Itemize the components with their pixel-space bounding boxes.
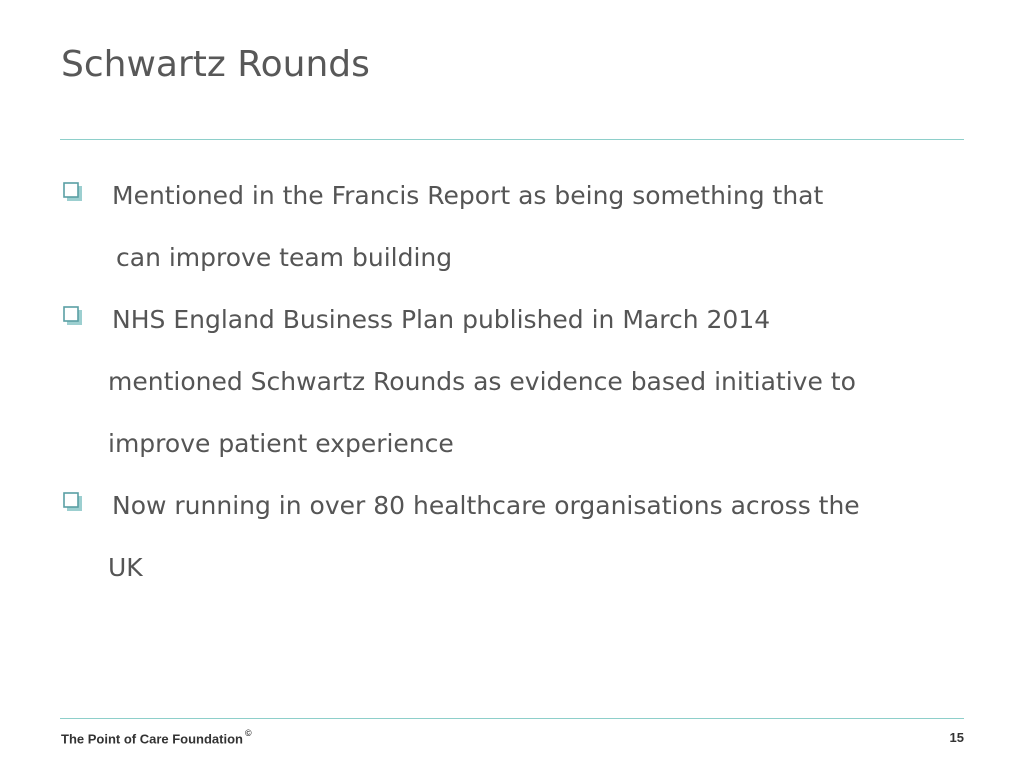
- list-item: [60, 165, 960, 289]
- bullet-text: [108, 289, 960, 475]
- slide-title: Schwartz Rounds: [61, 44, 370, 85]
- footer-divider: [60, 718, 964, 719]
- bullet-text: [108, 475, 960, 599]
- bullet-line: Mentioned in the Francis Report as being something that: [112, 181, 824, 210]
- square-checkbox-icon: [63, 492, 83, 512]
- title-divider: [60, 139, 964, 140]
- list-item: [60, 475, 960, 599]
- square-checkbox-icon: [63, 182, 83, 202]
- footer-organisation: [61, 730, 252, 746]
- bullet-line: can improve team building: [116, 243, 453, 272]
- bullet-line: improve patient experience: [108, 429, 454, 458]
- bullet-line: Now running in over 80 healthcare organisations across the: [112, 491, 860, 520]
- bullet-text: [112, 165, 960, 289]
- organisation-name: The Point of Care Foundation: [61, 731, 243, 747]
- bullet-list: [60, 165, 960, 599]
- bullet-line: mentioned Schwartz Rounds as evidence based initiative to: [108, 367, 856, 396]
- list-item: [60, 289, 960, 475]
- copyright-mark: ©: [245, 728, 252, 738]
- square-checkbox-icon: [63, 306, 83, 326]
- page-number: 15: [949, 730, 964, 745]
- bullet-line: NHS England Business Plan published in March 2014: [112, 305, 771, 334]
- bullet-line: UK: [108, 553, 143, 582]
